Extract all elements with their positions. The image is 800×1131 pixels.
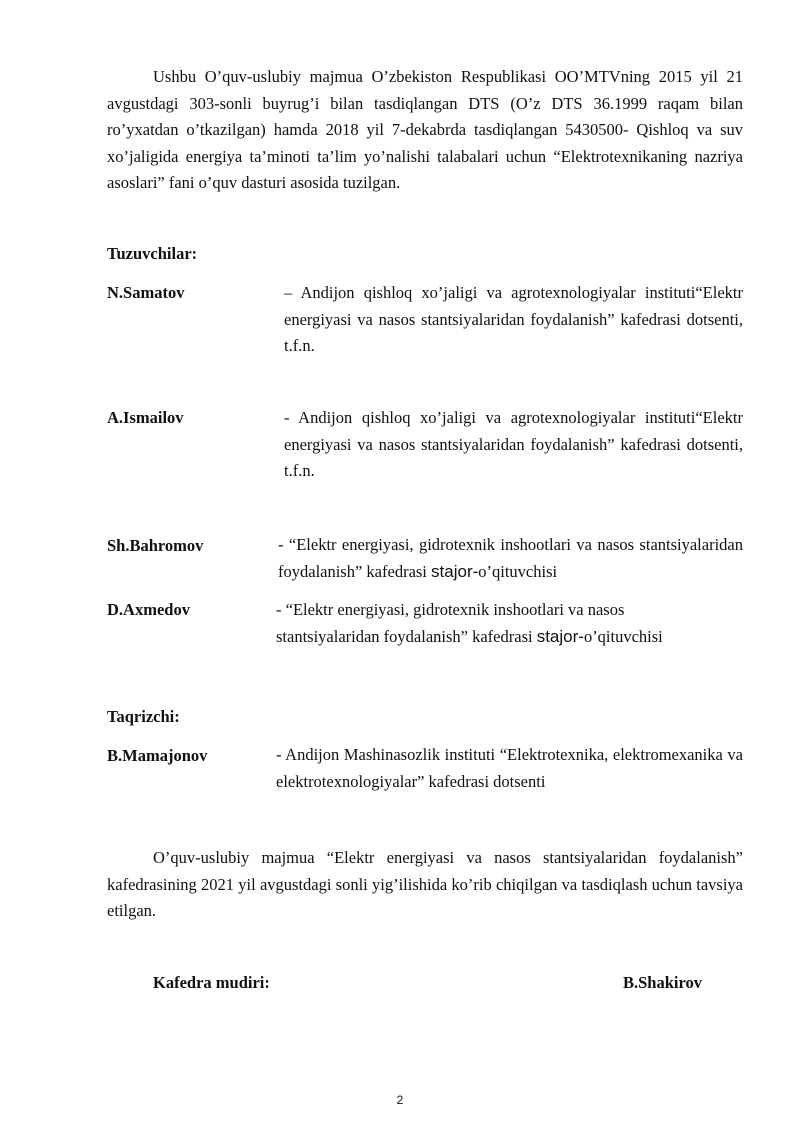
signature-name: B.Shakirov [623,973,703,992]
author-name: N.Samatov [107,283,185,302]
author-description-role-suffix: o’qituvchisi [478,561,558,581]
author-description: - Andijon qishloq xo’jaligi va agrotexnologiyalar instituti“Elektr energiyasi va nasos stantsiyalaridan foydalanish” kafedrasi dotsenti, t.f.n. [284,408,743,480]
reviewer-name: B.Mamajonov [107,746,208,765]
page-number: 2 [396,1093,404,1107]
reviewer-heading: Taqrizchi: [107,707,180,726]
author-description-role: stajor- [431,561,479,581]
author-name: A.Ismailov [107,408,184,427]
author-name: D.Axmedov [107,600,190,619]
author-description [276,597,723,650]
authors-heading: Tuzuvchilar: [107,244,198,263]
author-description-role: stajor- [536,626,584,646]
intro-paragraph: Ushbu O’quv-uslubiy majmua O’zbekiston Respublikasi OO’MTVning 2015 yil 21 avgustdagi 303-sonli buyrug’i bilan tasdiqlangan DTS (O’z DTS 36.1999 raqam bilan ro’yxatdan o’tkazilgan) hamda 2018 yil 7-dekabrda tasdiqlangan 5430500- Qishloq va suv xo’jaligida energiya ta’minoti ta’lim yo’nalishi talabalari uchun “Elektrotexnikaning nazriya asoslari” fani o’quv dasturi asosida tuzilgan. [107,67,743,192]
author-description-role-suffix: o’qituvchisi [583,626,663,646]
signature-label: Kafedra mudiri: [153,973,270,992]
author-description [278,532,743,585]
author-description-text: - “Elektr energiyasi, gidrotexnik inshootlari va nasos stantsiyalaridan foydalanish” kafedrasi [276,600,625,646]
author-description: – Andijon qishloq xo’jaligi va agrotexnologiyalar instituti“Elektr energiyasi va nasos stantsiyalaridan foydalanish” kafedrasi dotsenti, t.f.n. [284,283,743,355]
author-name: Sh.Bahromov [107,536,204,555]
reviewer-description: - Andijon Mashinasozlik instituti “Elektrotexnika, elektromexanika va elektrotexnologiyalar” kafedrasi dotsenti [276,745,743,791]
approval-paragraph: O’quv-uslubiy majmua “Elektr energiyasi va nasos stantsiyalaridan foydalanish” kafedrasining 2021 yil avgustdagi sonli yig’ilishida ko’rib chiqilgan va tasdiqlash uchun tavsiya etilgan. [107,848,743,920]
author-description-text: - “Elektr energiyasi, gidrotexnik inshootlari va nasos stantsiyalaridan foydalanish” kafedrasi [278,535,743,581]
